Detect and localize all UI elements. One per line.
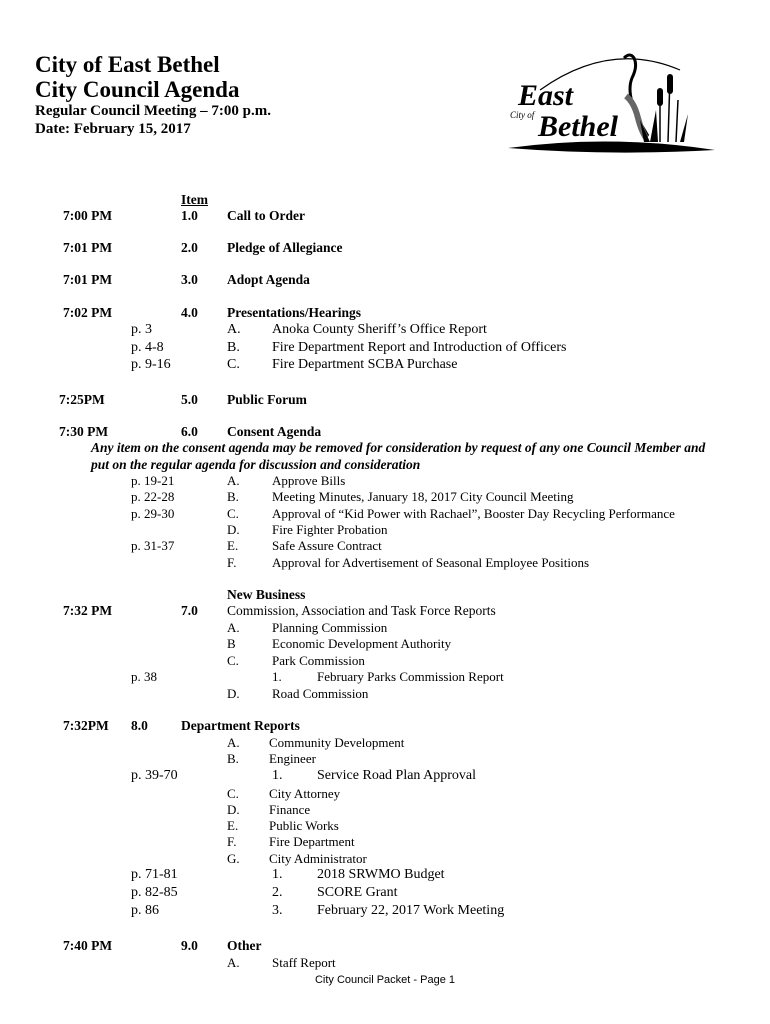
item-text: Finance — [269, 802, 311, 817]
new-business-heading: New Business — [227, 587, 306, 602]
item-letter: A. — [227, 620, 240, 635]
agenda-time: 7:01 PM — [63, 240, 113, 255]
agenda-time: 7:32 PM — [63, 603, 113, 618]
item-text: Community Development — [269, 735, 405, 750]
consent-note-line1: Any item on the consent agenda may be removed for consideration by request of any one Council Member and — [91, 440, 706, 455]
sub-item-number: 1. — [272, 669, 282, 684]
item-column-header: Item — [181, 192, 208, 207]
title-city: City of East Bethel — [35, 52, 220, 77]
agenda-time: 7:02 PM — [63, 305, 113, 320]
agenda-number: 2.0 — [181, 240, 198, 255]
agenda-title: Pledge of Allegiance — [227, 240, 343, 255]
item-letter: B. — [227, 751, 239, 766]
sub-item-text: February 22, 2017 Work Meeting — [317, 903, 505, 918]
agenda-number: 1.0 — [181, 208, 198, 223]
item-letter: A. — [227, 473, 240, 488]
item-letter: C. — [227, 357, 240, 372]
agenda-number: 8.0 — [131, 718, 148, 733]
item-letter: B. — [227, 340, 240, 355]
item-letter: A. — [227, 955, 240, 970]
item-letter: D. — [227, 522, 240, 537]
page-reference: p. 19-21 — [131, 473, 175, 488]
page-footer: City Council Packet - Page 1 — [314, 974, 455, 986]
item-letter: E. — [227, 538, 239, 553]
sub-item-number: 3. — [272, 903, 283, 918]
agenda-number: 5.0 — [181, 392, 198, 407]
item-text: Fire Department Report and Introduction of Officers — [272, 340, 567, 355]
meeting-line: Regular Council Meeting – 7:00 p.m. — [35, 103, 271, 119]
item-text: City Administrator — [269, 851, 367, 866]
item-letter: C. — [227, 786, 239, 801]
agenda-number: 4.0 — [181, 305, 198, 320]
item-text: Fire Department SCBA Purchase — [272, 357, 458, 372]
item-letter: G. — [227, 851, 240, 866]
agenda-title: Public Forum — [227, 392, 307, 407]
item-letter: D. — [227, 686, 240, 701]
item-text: Approval of “Kid Power with Rachael”, Booster Day Recycling Performance — [272, 506, 675, 521]
item-text: Safe Assure Contract — [272, 538, 382, 553]
item-letter: B — [227, 636, 236, 651]
page-reference: p. 31-37 — [131, 538, 175, 553]
agenda-title: Other — [227, 938, 262, 953]
item-letter: E. — [227, 818, 239, 833]
agenda-title: Consent Agenda — [227, 424, 322, 439]
item-text: Approval for Advertisement of Seasonal Employee Positions — [272, 555, 590, 570]
item-letter: F. — [227, 555, 237, 570]
agenda-time: 7:30 PM — [59, 424, 109, 439]
sub-item-text: SCORE Grant — [317, 885, 398, 900]
agenda-time: 7:25PM — [59, 392, 105, 407]
agenda-title: Department Reports — [181, 718, 300, 733]
item-letter: C. — [227, 506, 239, 521]
agenda-title: Commission, Association and Task Force Reports — [227, 603, 496, 618]
item-text: Anoka County Sheriff’s Office Report — [272, 322, 487, 337]
page-reference: p. 3 — [131, 322, 152, 337]
logo-bethel-text: Bethel — [538, 110, 618, 143]
logo-east-text: East — [518, 79, 574, 112]
item-letter: A. — [227, 322, 241, 337]
sub-item-number: 1. — [272, 768, 283, 783]
item-text: Engineer — [269, 751, 316, 766]
agenda-time: 7:01 PM — [63, 272, 113, 287]
item-letter: A. — [227, 735, 240, 750]
item-text: Approve Bills — [272, 473, 346, 488]
item-text: Planning Commission — [272, 620, 388, 635]
item-letter: F. — [227, 834, 237, 849]
page-reference: p. 82-85 — [131, 885, 178, 900]
page-reference: p. 71-81 — [131, 867, 178, 882]
item-text: Economic Development Authority — [272, 636, 452, 651]
item-text: City Attorney — [269, 786, 341, 801]
agenda-number: 3.0 — [181, 272, 198, 287]
item-text: Public Works — [269, 818, 339, 833]
item-text: Staff Report — [272, 955, 336, 970]
agenda-number: 9.0 — [181, 938, 198, 953]
agenda-time: 7:32PM — [63, 718, 109, 733]
page-reference: p. 9-16 — [131, 357, 171, 372]
item-text: Fire Department — [269, 834, 355, 849]
agenda-time: 7:40 PM — [63, 938, 113, 953]
page-reference: p. 29-30 — [131, 506, 175, 521]
item-letter: D. — [227, 802, 240, 817]
item-letter: B. — [227, 489, 239, 504]
logo-cityof-text: City of — [510, 110, 535, 120]
sub-item-text: Service Road Plan Approval — [317, 768, 477, 783]
sub-item-number: 1. — [272, 867, 283, 882]
item-text: Road Commission — [272, 686, 369, 701]
consent-note-line2: put on the regular agenda for discussion and consideration — [91, 457, 421, 472]
page-reference: p. 4-8 — [131, 340, 164, 355]
agenda-title: Presentations/Hearings — [227, 305, 361, 320]
city-logo — [500, 50, 725, 160]
sub-item-text: 2018 SRWMO Budget — [317, 867, 445, 882]
page-reference: p. 39-70 — [131, 768, 178, 783]
item-text: Park Commission — [272, 653, 365, 668]
agenda-title: Call to Order — [227, 208, 305, 223]
agenda-time: 7:00 PM — [63, 208, 113, 223]
item-letter: C. — [227, 653, 239, 668]
title-agenda: City Council Agenda — [35, 77, 240, 102]
agenda-number: 7.0 — [181, 603, 198, 618]
item-text: Fire Fighter Probation — [272, 522, 388, 537]
item-text: Meeting Minutes, January 18, 2017 City Council Meeting — [272, 489, 574, 504]
meeting-date: Date: February 15, 2017 — [35, 121, 191, 137]
page-reference: p. 86 — [131, 903, 159, 918]
page-reference: p. 38 — [131, 669, 157, 684]
agenda-title: Adopt Agenda — [227, 272, 310, 287]
sub-item-text: February Parks Commission Report — [317, 669, 504, 684]
sub-item-number: 2. — [272, 885, 283, 900]
page-reference: p. 22-28 — [131, 489, 175, 504]
agenda-number: 6.0 — [181, 424, 198, 439]
